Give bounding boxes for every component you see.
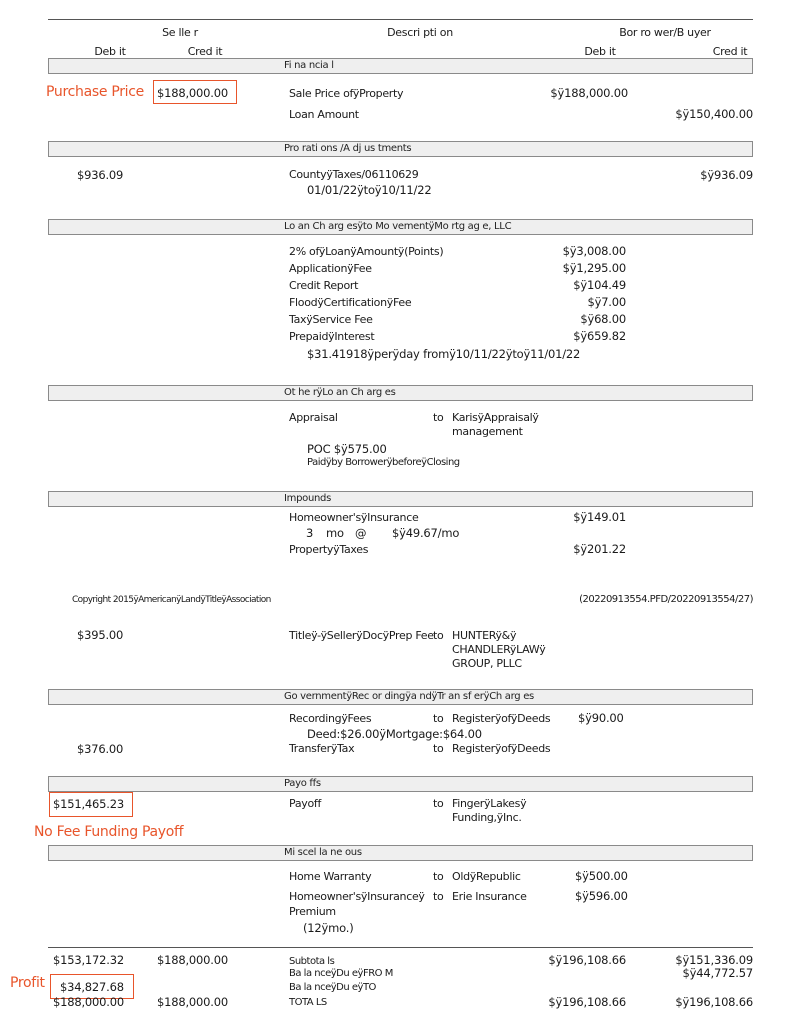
header-description: Descri pti on (387, 26, 453, 39)
recording-fees-payee: RegisterÿofÿDeeds (452, 712, 551, 725)
county-taxes-desc: CountyÿTaxes/06110629 (289, 168, 419, 181)
title-fee-seller-debit: $395.00 (77, 628, 124, 642)
appraisal-payee-line2: management (452, 425, 523, 438)
county-taxes-period: 01/01/22ÿtoÿ10/11/22 (307, 183, 432, 197)
loan-amount-desc: Loan Amount (289, 108, 359, 121)
section-loan-charges (48, 219, 753, 235)
totals-rule (48, 947, 753, 948)
copyright: Copyright 2015ÿAmericanÿLandÿTitleÿAssociation (72, 595, 271, 605)
loan-charge-amount: $ÿ7.00 (587, 295, 626, 309)
transfer-tax-to: to (433, 742, 444, 755)
section-miscellaneous (48, 845, 753, 861)
misc-desc-line3: (12ÿmo.) (303, 921, 354, 935)
sale-price-borrower-debit: $ÿ188,000.00 (550, 86, 628, 100)
appraisal-payee-line1: KarisÿAppraisalÿ (452, 411, 539, 424)
loan-charge-amount: $ÿ104.49 (573, 278, 626, 292)
impound-months: 3 (306, 526, 314, 540)
misc-to: to (433, 890, 444, 903)
sale-price-seller-credit: $188,000.00 (157, 86, 228, 100)
misc-payee: Erie Insurance (452, 890, 527, 903)
recording-fees-desc: RecordingÿFees (289, 712, 372, 725)
subtotals-seller-credit: $188,000.00 (157, 953, 228, 967)
section-miscellaneous-label: Mi scel la ne ous (284, 847, 362, 858)
loan-charge-desc: ApplicationÿFee (289, 262, 372, 275)
section-impounds-label: Impounds (284, 493, 331, 504)
header-borrower-debit: Deb it (584, 45, 616, 58)
misc-to: to (433, 870, 444, 883)
misc-desc-line2: Premium (289, 905, 336, 918)
section-payoffs (48, 776, 753, 792)
totals-borrower-credit: $ÿ196,108.66 (675, 995, 753, 1009)
section-loan-charges-label: Lo an Ch arg esÿto Mo vementÿMo rtg ag e, LLC (284, 221, 512, 232)
header-borrower-credit: Cred it (712, 45, 748, 58)
section-other-loan-charges-label: Ot he rÿLo an Ch arg es (284, 387, 396, 398)
loan-amount-borrower-credit: $ÿ150,400.00 (675, 107, 753, 121)
balance-due-to-seller-debit: $34,827.68 (60, 980, 124, 994)
appraisal-desc: Appraisal (289, 411, 338, 424)
misc-amount: $ÿ596.00 (575, 889, 628, 903)
totals-borrower-debit: $ÿ196,108.66 (548, 995, 626, 1009)
title-fee-payee-line3: GROUP, PLLC (452, 657, 522, 670)
header-seller-debit: Deb it (94, 45, 126, 58)
totals-seller-debit: $188,000.00 (53, 995, 124, 1009)
loan-charge-amount: $ÿ3,008.00 (562, 244, 626, 258)
loan-charge-desc: Credit Report (289, 279, 359, 292)
balance-due-from-label: Ba la nceÿDu eÿFRO M (289, 968, 393, 979)
section-government (48, 689, 753, 705)
loan-charge-amount: $ÿ659.82 (573, 329, 626, 343)
impound-at: @ (355, 526, 367, 540)
title-fee-payee-line2: CHANDLERÿLAWÿ (452, 643, 546, 656)
misc-payee: OldÿRepublic (452, 870, 521, 883)
impound-mo: mo (326, 526, 344, 540)
recording-fees-amount: $ÿ90.00 (578, 711, 624, 725)
section-payoffs-label: Payo ffs (284, 778, 321, 789)
sale-price-desc: Sale Price ofÿProperty (289, 87, 404, 100)
loan-charge-desc: 2% ofÿLoanÿAmountÿ(Points) (289, 245, 444, 258)
annotation-purchase-price: Purchase Price (46, 84, 144, 100)
appraisal-paid-note: Paidÿby BorrowerÿbeforeÿClosing (307, 457, 460, 468)
header-seller-credit: Cred it (187, 45, 223, 58)
loan-charge-amount: $ÿ1,295.00 (562, 261, 626, 275)
payoff-desc: Payoff (289, 797, 322, 810)
loan-charge-desc: FloodÿCertificationÿFee (289, 296, 412, 309)
county-taxes-borrower-credit: $ÿ936.09 (700, 168, 753, 182)
misc-desc: Home Warranty (289, 870, 372, 883)
subtotals-borrower-credit: $ÿ151,336.09 (675, 953, 753, 967)
section-impounds (48, 491, 753, 507)
section-prorations (48, 141, 753, 157)
section-financial-label: Fi na ncia l (284, 60, 334, 71)
payoff-seller-debit: $151,465.23 (53, 797, 124, 811)
loan-charge-amount: $ÿ68.00 (580, 312, 626, 326)
section-prorations-label: Pro rati ons /A dj us tments (284, 143, 412, 154)
header-seller: Se lle r (162, 26, 198, 39)
transfer-tax-seller-debit: $376.00 (77, 742, 124, 756)
subtotals-label: Subtota ls (289, 956, 335, 967)
impound-insurance-desc: Homeowner'sÿInsurance (289, 511, 419, 524)
annotation-profit: Profit (10, 975, 45, 991)
annotation-no-fee-payoff: No Fee Funding Payoff (34, 824, 184, 840)
file-reference: (20220913554.PFD/20220913554/27) (579, 594, 753, 605)
loan-charge-desc: TaxÿService Fee (289, 313, 373, 326)
section-government-label: Go vernmentÿRec or dingÿa ndÿTr an sf erÿCh arg es (284, 691, 534, 702)
title-fee-desc: Titleÿ-ÿSellerÿDocÿPrep Fee (289, 629, 434, 642)
payoff-to: to (433, 797, 444, 810)
header-borrower: Bor ro wer/B uyer (619, 26, 711, 39)
title-fee-to: to (433, 629, 444, 642)
prepaid-interest-note: $31.41918ÿperÿday fromÿ10/11/22ÿtoÿ11/01/22 (307, 347, 581, 361)
title-fee-payee-line1: HUNTERÿ&ÿ (452, 629, 517, 642)
impound-property-taxes-amount: $ÿ201.22 (573, 542, 626, 556)
balance-due-to-label: Ba la nceÿDu eÿTO (289, 982, 376, 993)
subtotals-borrower-debit: $ÿ196,108.66 (548, 953, 626, 967)
misc-amount: $ÿ500.00 (575, 869, 628, 883)
loan-charge-desc: PrepaidÿInterest (289, 330, 375, 343)
impound-property-taxes-desc: PropertyÿTaxes (289, 543, 369, 556)
top-rule (48, 19, 753, 20)
county-taxes-seller-debit: $936.09 (77, 168, 124, 182)
recording-fees-note: Deed:$26.00ÿMortgage:$64.00 (307, 727, 482, 741)
impound-insurance-amount: $ÿ149.01 (573, 510, 626, 524)
appraisal-to: to (433, 411, 444, 424)
impound-rate: $ÿ49.67/mo (392, 526, 460, 540)
totals-seller-credit: $188,000.00 (157, 995, 228, 1009)
transfer-tax-desc: TransferÿTax (289, 742, 355, 755)
transfer-tax-payee: RegisterÿofÿDeeds (452, 742, 551, 755)
subtotals-seller-debit: $153,172.32 (53, 953, 124, 967)
appraisal-poc: POC $ÿ575.00 (307, 442, 387, 456)
misc-desc: Homeowner'sÿInsuranceÿ (289, 890, 425, 903)
recording-fees-to: to (433, 712, 444, 725)
section-other-loan-charges (48, 385, 753, 401)
payoff-payee-line1: FingerÿLakesÿ (452, 797, 527, 810)
payoff-payee-line2: Funding,ÿInc. (452, 811, 522, 824)
balance-due-from-borrower-credit: $ÿ44,772.57 (682, 966, 753, 980)
totals-label: TOTA LS (289, 997, 327, 1008)
section-financial (48, 58, 753, 74)
